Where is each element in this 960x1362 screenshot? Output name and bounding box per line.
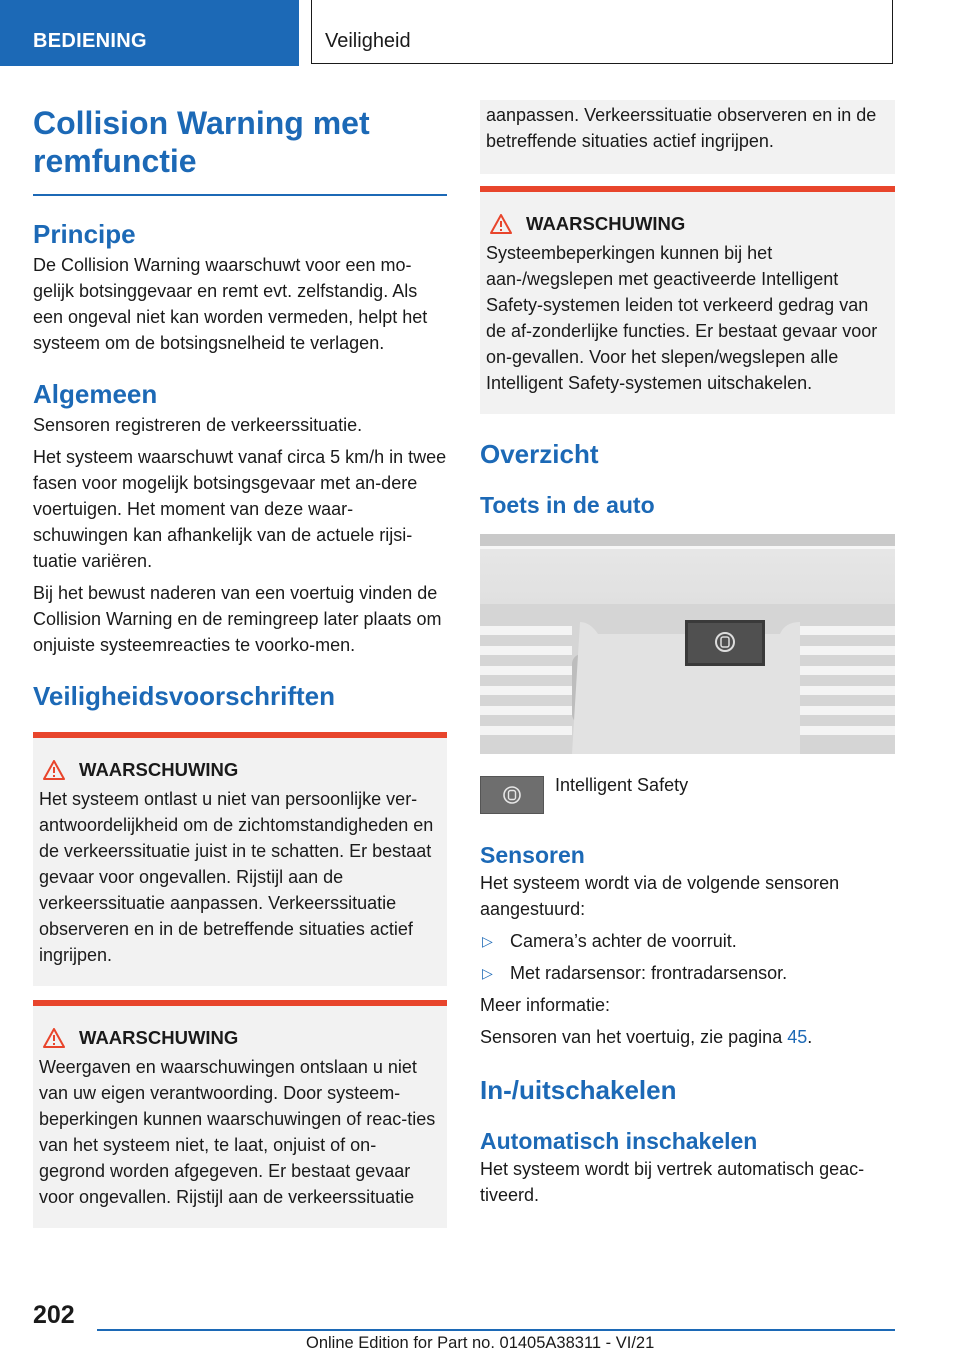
warning-triangle-icon (43, 760, 65, 780)
warning-3-text: Systeembeperkingen kunnen bij het aan-/wegslepen met geactiveerde Intelligent Safety-systemen leiden tot verkeerd gedrag van de af‐zonderlijke functies. Er bestaat gevaar voor on‐gevallen. Voor het slepen/wegslepen alle Intelligent Safety-systemen uitschakelen. (486, 243, 878, 393)
warning-triangle-icon (490, 214, 512, 234)
warning-2-text: Weergaven en waarschuwingen ontslaan u niet van uw eigen verantwoording. Door systeem‐beperkingen kunnen waarschuwingen of reac‐ties van het systeem niet, te laat, onjuist of on‐gegrond worden afgegeven. Er bestaat gevaar voor ongevallen. Rijstijl aan de verkeerssituatie (39, 1057, 436, 1207)
sensoren-heading: Sensoren (480, 842, 585, 868)
header-section-label: BEDIENING (33, 30, 147, 52)
algemeen-paragraph-1: Sensoren registreren de verkeerssituatie. (33, 415, 363, 435)
bullet-triangle-icon: ▷ (482, 965, 493, 981)
veiligheid-heading: Veiligheidsvoorschriften (33, 681, 335, 711)
warning-box-1 (33, 732, 447, 986)
warning-1-text: Het systeem ontlast u niet van persoonlijke ver‐antwoordelijkheid om de zichtomstandigheden en de verkeerssituatie juist in te schatten. Er bestaat gevaar voor ongevallen. Rijstijl aan de verkeerssituatie aanpassen. Verkeerssituatie observeren en in de betreffende situaties actief ingrijpen. (39, 789, 434, 965)
algemeen-paragraph-2: Het systeem waarschuwt vanaf circa 5 km/h in twee fasen voor mogelijk botsingsgevaar met an‐dere voertuigen. Het moment van deze waar‐schuwingen kan afhankelijk van de actuele rijsi‐tuatie variëren. (33, 447, 447, 571)
list-item (480, 960, 895, 986)
automatisch-heading: Automatisch inschakelen (480, 1128, 758, 1154)
algemeen-paragraph-3: Bij het bewust naderen van een voertuig vinden de Collision Warning en de remingreep later plaats om onjuiste systeemreacties te voorko‐men. (33, 583, 442, 655)
bullet-text: Met radarsensor: frontradarsensor. (510, 963, 788, 983)
intelligent-safety-button-row (480, 772, 895, 814)
header-chapter-tab (311, 0, 893, 64)
toets-heading: Toets in de auto (480, 492, 655, 518)
dashboard-illustration (480, 534, 895, 754)
warning-box-3 (480, 186, 895, 414)
inuit-heading: In-/uitschakelen (480, 1075, 677, 1105)
intelligent-safety-label: Intelligent Safety (555, 775, 689, 795)
footer-edition: Online Edition for Part no. 01405A38311 - VI/21 (306, 1334, 655, 1352)
meer-informatie: Meer informatie: (480, 995, 611, 1015)
warning-continuation-box (480, 100, 895, 174)
list-item (480, 928, 895, 954)
page-number: 202 (33, 1301, 75, 1329)
algemeen-heading: Algemeen (33, 379, 158, 409)
principe-text: De Collision Warning waarschuwt voor een mo‐gelijk botsinggevaar en remt evt. zelfstandig. Als een ongeval niet kan worden vermeden, helpt het systeem om de botsingsnelheid te verlagen. (33, 255, 428, 353)
overzicht-heading: Overzicht (480, 439, 599, 469)
header-chapter-label: Veiligheid (325, 30, 411, 52)
warning-1-title: WAARSCHUWING (79, 759, 239, 780)
intelligent-safety-icon (502, 785, 522, 805)
warning-2-title: WAARSCHUWING (79, 1027, 239, 1048)
principe-heading: Principe (33, 219, 136, 249)
sensoren-text: Het systeem wordt via de volgende sensoren aangestuurd: (480, 873, 840, 919)
footer-rule (97, 1329, 895, 1331)
warning-box-2 (33, 1000, 447, 1228)
reference-line (480, 1024, 895, 1050)
warning-3-title: WAARSCHUWING (526, 213, 686, 234)
bullet-text: Camera’s achter de voorruit. (510, 931, 737, 951)
right-column (480, 100, 895, 1208)
warning-continuation-text: aanpassen. Verkeerssituatie observeren en in de betreffende situaties actief ingrijpen. (486, 105, 877, 151)
title-rule (33, 194, 447, 196)
reference-end: . (807, 1027, 813, 1047)
bullet-triangle-icon: ▷ (482, 933, 493, 949)
page-title: Collision Warning met remfunctie (33, 105, 370, 179)
page-reference-link[interactable]: 45 (787, 1027, 808, 1047)
dashboard-photo (480, 534, 895, 754)
warning-triangle-icon (43, 1028, 65, 1048)
intelligent-safety-button (480, 776, 544, 814)
automatisch-text: Het systeem wordt bij vertrek automatisch geac‐tiveerd. (480, 1159, 865, 1205)
reference-text: Sensoren van het voertuig, zie pagina (480, 1027, 788, 1047)
header-section-tab (0, 0, 299, 66)
left-column (33, 104, 447, 1228)
